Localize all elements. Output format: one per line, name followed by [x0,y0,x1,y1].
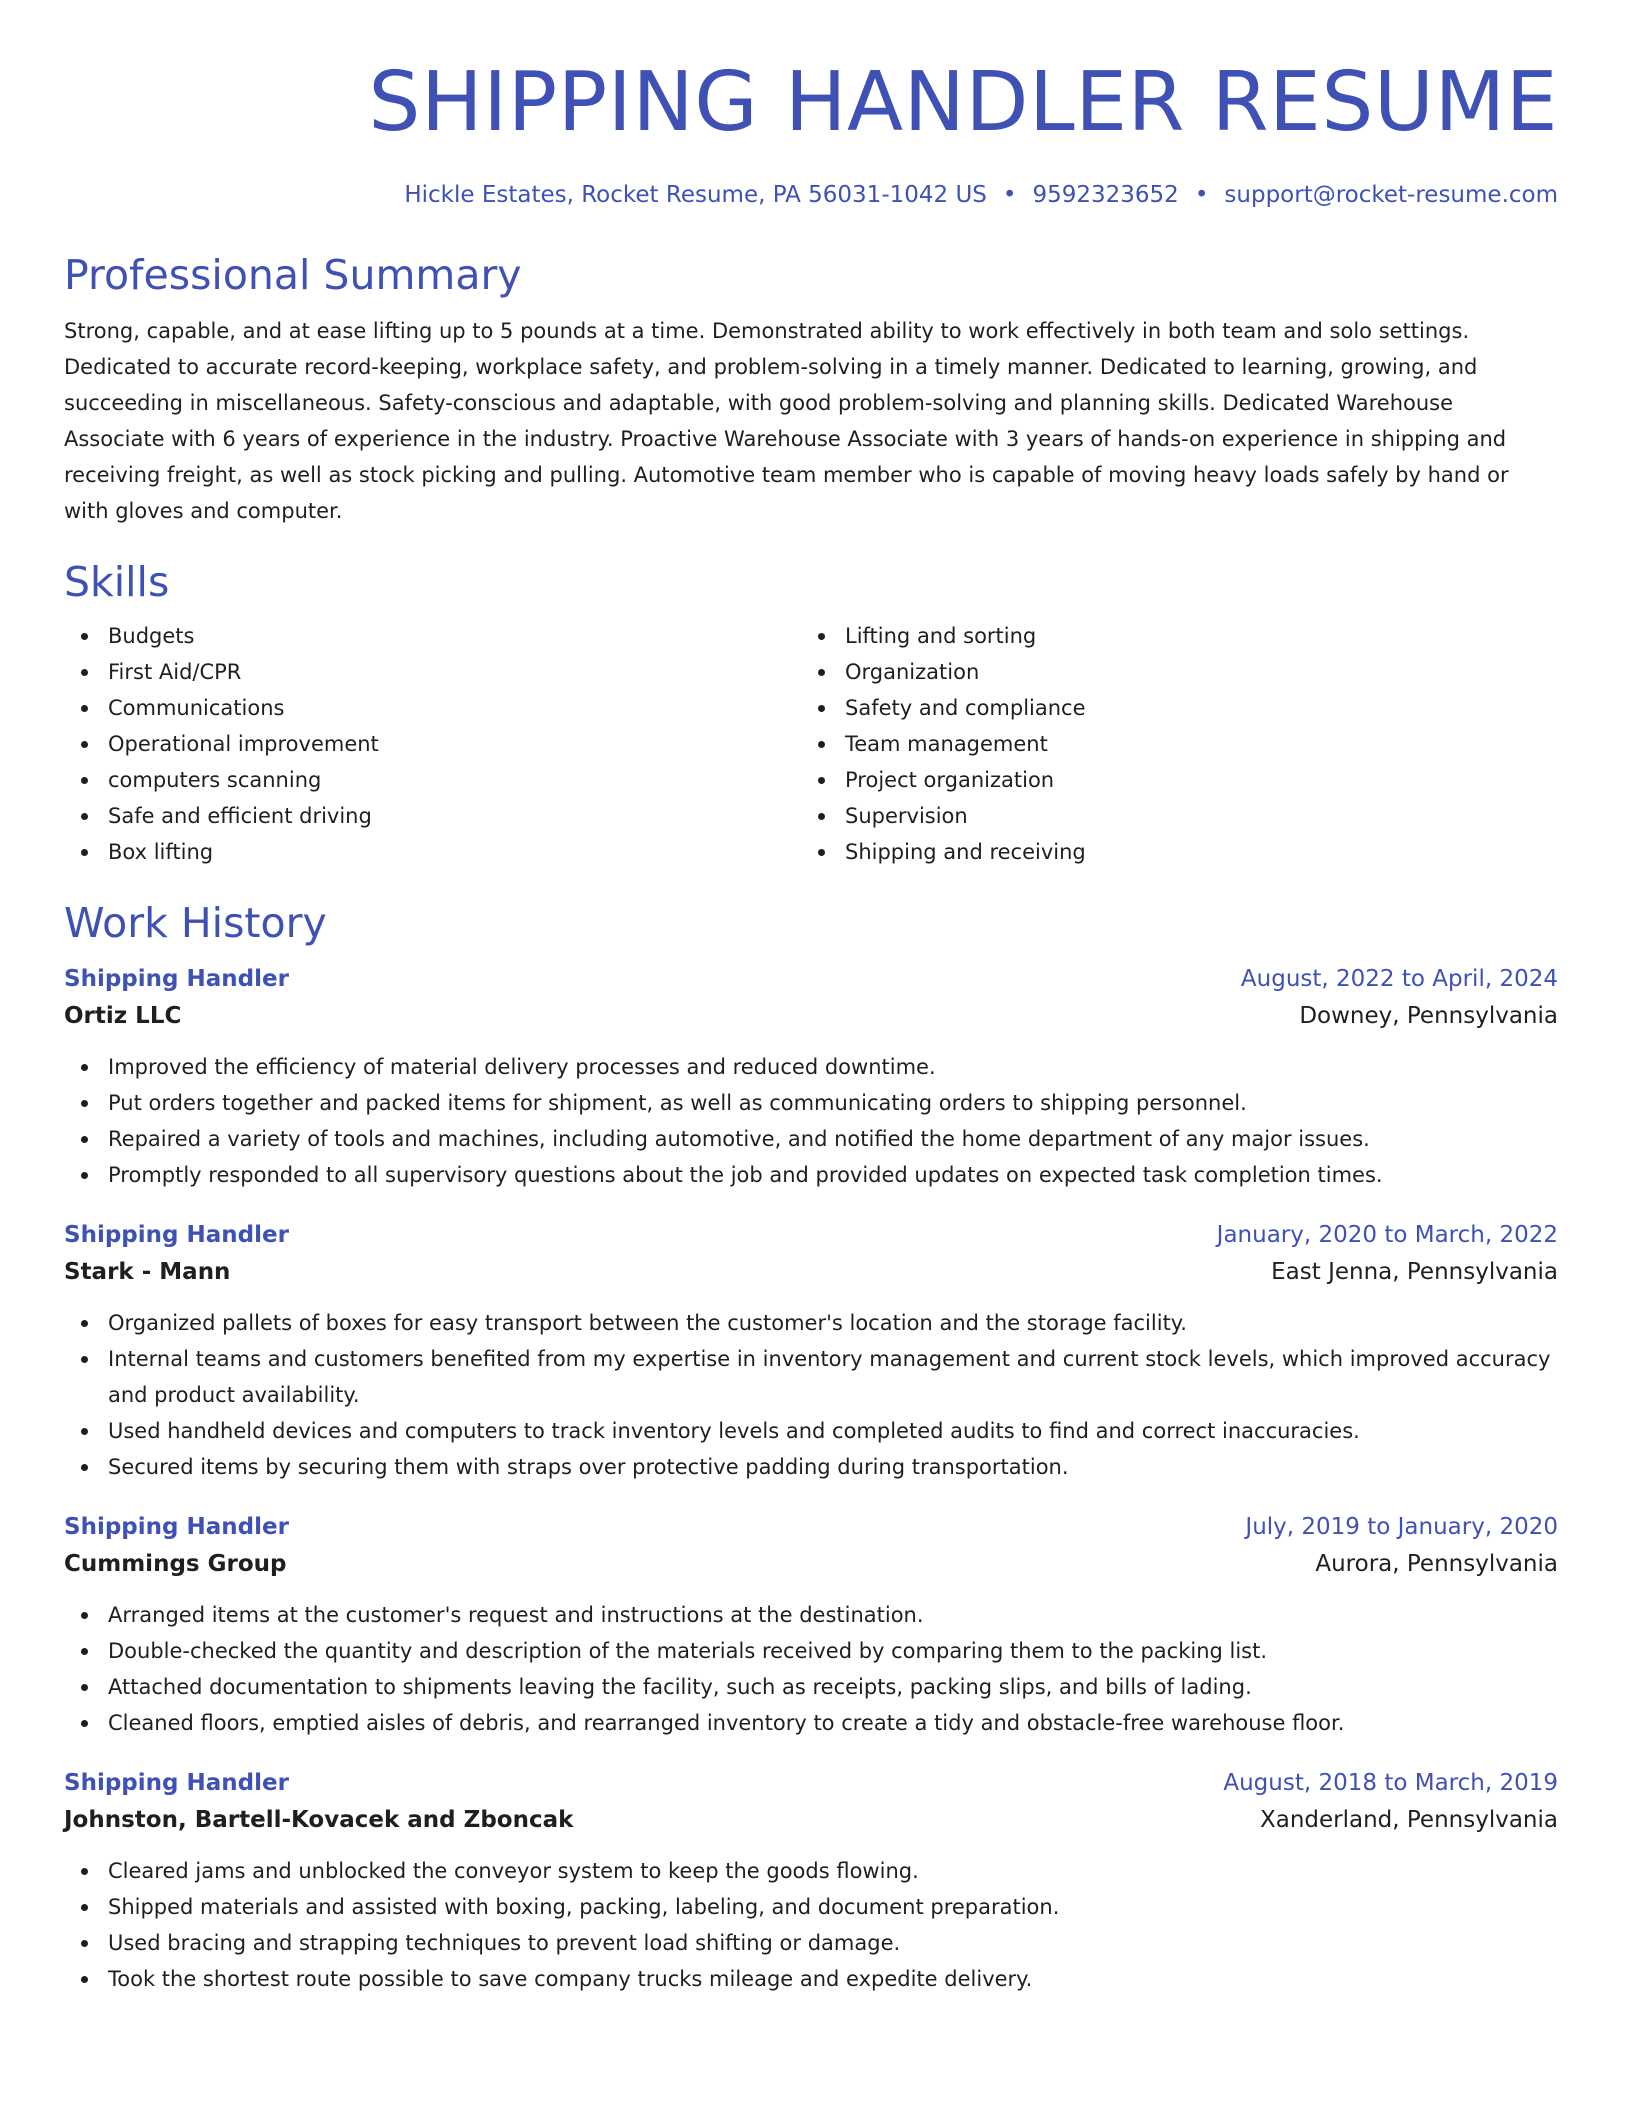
job-bullet: Used bracing and strapping techniques to prevent load shifting or damage. [64,1925,1558,1961]
section-heading-work-history: Work History [64,899,327,947]
skill-item: Shipping and receiving [801,834,1538,870]
job-entry [64,1509,1558,1741]
contact-line [64,178,1558,212]
job-company: Ortiz LLC [64,1003,182,1029]
contact-phone: 9592323652 [1032,182,1179,208]
skill-item: Communications [64,690,801,726]
job-company: Cummings Group [64,1551,287,1577]
job-title-row [64,1765,1558,1801]
summary-text: Strong, capable, and at ease lifting up to 5 pounds at a time. Demonstrated ability to work effectively in both team and solo settings. Dedicated to accurate record-keeping, workplace safety, and problem-solving in a timely manner. Dedicated to learning, growing, and succeeding in miscellaneous. Safety-conscious and adaptable, with good problem-solving and planning skills. Dedicated Warehouse Associate with 6 years of experience in the industry. Proactive Warehouse Associate with 3 years of hands-on experience in shipping and receiving freight, as well as stock picking and pulling. Automotive team member who is capable of moving heavy loads safely by hand or with gloves and computer. [64,319,1509,523]
job-dates: July, 2019 to January, 2020 [1245,1514,1558,1540]
skill-item: Safety and compliance [801,690,1538,726]
job-dates: January, 2020 to March, 2022 [1216,1222,1558,1248]
job-bullet: Improved the efficiency of material delivery processes and reduced downtime. [64,1049,1558,1085]
job-bullets [64,1597,1558,1741]
job-company-row [64,1545,1558,1583]
skills-column-right [801,618,1538,870]
skill-item: First Aid/CPR [64,654,801,690]
job-title-row [64,961,1558,997]
job-location: Xanderland, Pennsylvania [1259,1807,1558,1833]
skills-section [64,554,1558,870]
job-entry [64,1217,1558,1485]
section-heading-skills: Skills [64,558,170,606]
job-title: Shipping Handler [64,1770,289,1796]
job-bullet: Organized pallets of boxes for easy transport between the customer's location and the storage facility. [64,1305,1558,1341]
contact-address: Hickle Estates, Rocket Resume, PA 56031-1042 US [404,182,987,208]
job-title: Shipping Handler [64,1222,289,1248]
job-title-row [64,1217,1558,1253]
job-bullet: Used handheld devices and computers to track inventory levels and completed audits to find and correct inaccuracies. [64,1413,1558,1449]
job-bullet: Repaired a variety of tools and machines, including automotive, and notified the home department of any major issues. [64,1121,1558,1157]
job-company: Johnston, Bartell-Kovacek and Zboncak [64,1807,574,1833]
skill-item: Organization [801,654,1538,690]
resume-page [64,0,1558,1997]
job-bullet: Secured items by securing them with straps over protective padding during transportation. [64,1449,1558,1485]
job-bullet: Attached documentation to shipments leaving the facility, such as receipts, packing slips, and bills of lading. [64,1669,1558,1705]
job-bullet: Put orders together and packed items for shipment, as well as communicating orders to shipping personnel. [64,1085,1558,1121]
job-bullets [64,1853,1558,1997]
skill-item: Operational improvement [64,726,801,762]
skill-item: Box lifting [64,834,801,870]
job-entry [64,1765,1558,1997]
job-title: Shipping Handler [64,966,289,992]
job-bullets [64,1049,1558,1193]
job-dates: August, 2022 to April, 2024 [1240,966,1558,992]
skill-item: Safe and efficient driving [64,798,801,834]
contact-separator: • [1194,182,1209,208]
job-bullet: Took the shortest route possible to save company trucks mileage and expedite delivery. [64,1961,1558,1997]
job-company-row [64,1801,1558,1839]
job-bullet: Shipped materials and assisted with boxing, packing, labeling, and document preparation. [64,1889,1558,1925]
job-bullet: Promptly responded to all supervisory questions about the job and provided updates on expected task completion times. [64,1157,1558,1193]
work-history-section [64,895,1558,1997]
resume-header [64,0,1558,212]
skill-item: Project organization [801,762,1538,798]
job-title: Shipping Handler [64,1514,289,1540]
skill-item: Supervision [801,798,1538,834]
job-bullet: Cleaned floors, emptied aisles of debris, and rearranged inventory to create a tidy and obstacle-free warehouse floor. [64,1705,1558,1741]
job-bullet: Internal teams and customers benefited from my expertise in inventory management and current stock levels, which improved accuracy and product availability. [64,1341,1558,1413]
resume-title: SHIPPING HANDLER RESUME [368,55,1558,150]
job-bullet: Arranged items at the customer's request and instructions at the destination. [64,1597,1558,1633]
job-title-row [64,1509,1558,1545]
contact-separator: • [1002,182,1017,208]
skills-grid [64,618,1558,870]
section-heading-summary: Professional Summary [64,251,522,299]
job-dates: August, 2018 to March, 2019 [1223,1770,1558,1796]
job-bullet: Double-checked the quantity and description of the materials received by comparing them to the packing list. [64,1633,1558,1669]
skill-item: Budgets [64,618,801,654]
job-location: East Jenna, Pennsylvania [1271,1259,1558,1285]
skill-item: Team management [801,726,1538,762]
skills-column-left [64,618,801,870]
job-company-row [64,997,1558,1035]
contact-email: support@rocket-resume.com [1224,182,1558,208]
job-company: Stark - Mann [64,1259,231,1285]
job-location: Aurora, Pennsylvania [1315,1551,1558,1577]
job-entry [64,961,1558,1193]
professional-summary-section [64,247,1558,529]
job-location: Downey, Pennsylvania [1299,1003,1558,1029]
job-company-row [64,1253,1558,1291]
skill-item: Lifting and sorting [801,618,1538,654]
job-bullet: Cleared jams and unblocked the conveyor system to keep the goods flowing. [64,1853,1558,1889]
skill-item: computers scanning [64,762,801,798]
job-bullets [64,1305,1558,1485]
